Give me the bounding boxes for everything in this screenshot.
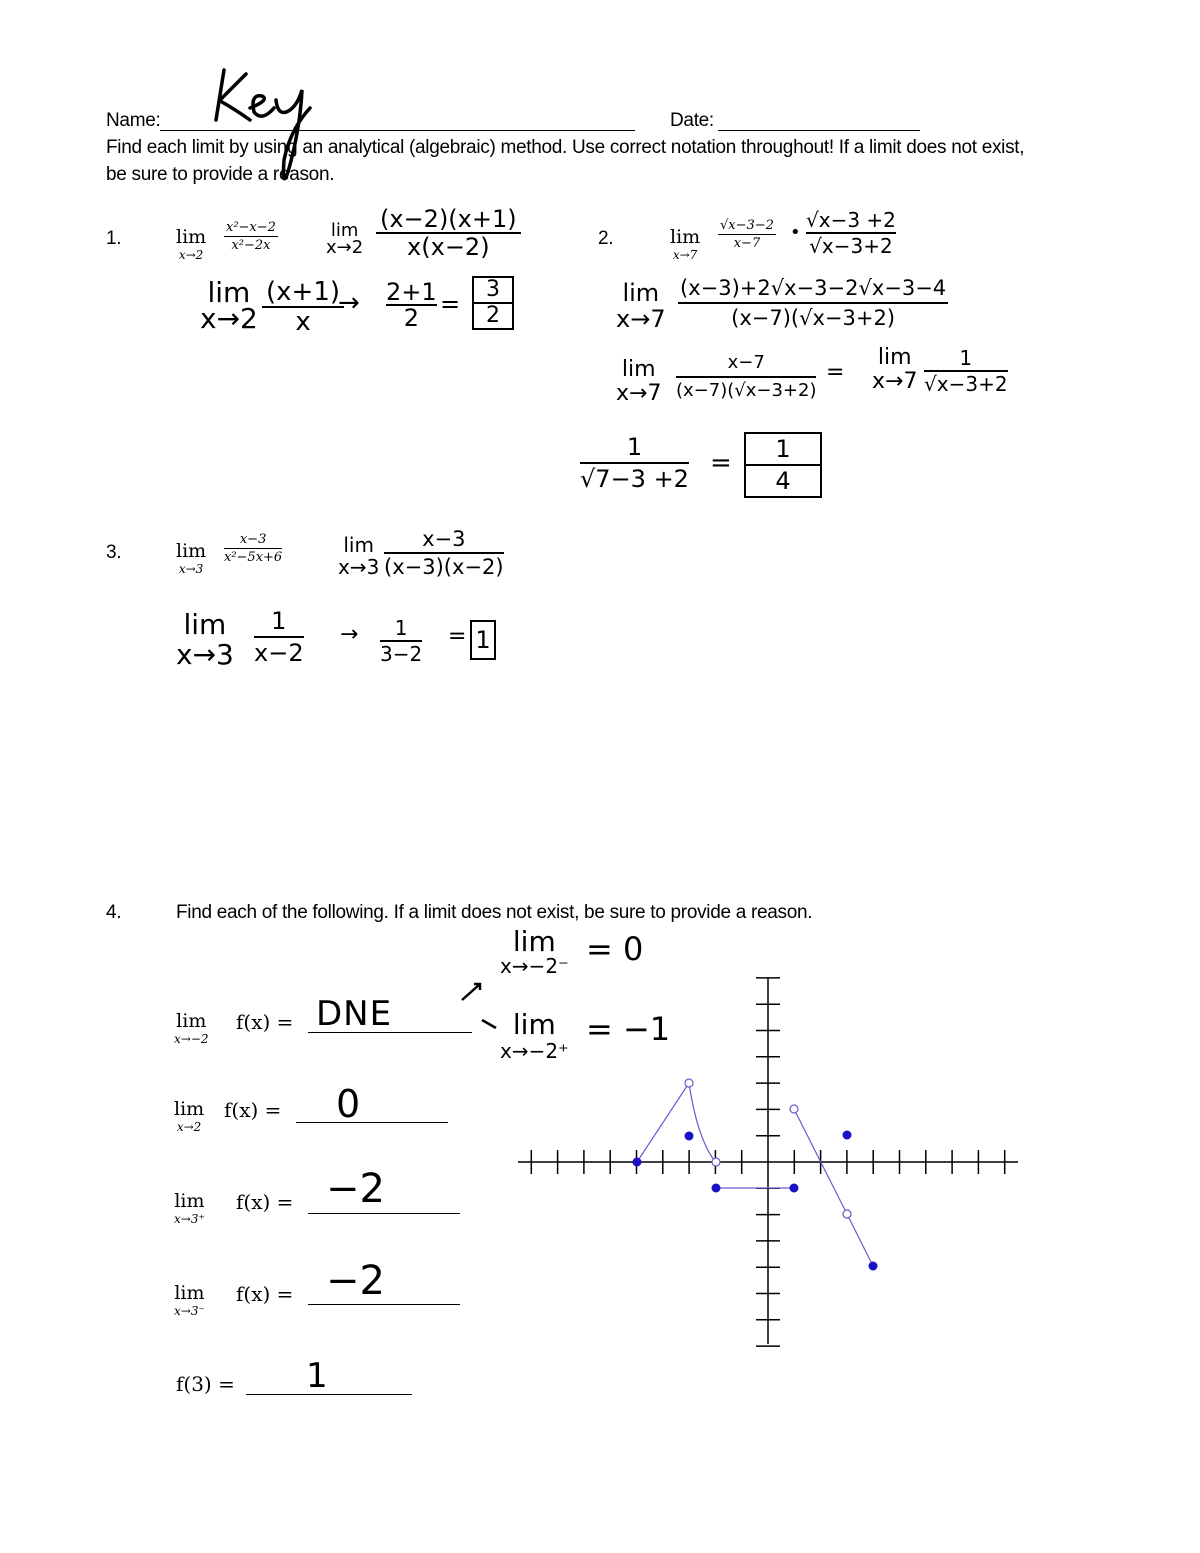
filled-point-c	[712, 1184, 721, 1193]
date-field[interactable]	[718, 130, 920, 131]
item-5-expr: f(3) =	[176, 1372, 235, 1396]
p1-answer-box: 3 2	[472, 276, 514, 330]
filled-point-f	[869, 1262, 878, 1271]
problem-1-number: 1.	[106, 228, 122, 249]
item-3-answer-line[interactable]	[308, 1213, 460, 1214]
p2-multiplier: √x−3 +2 √x−3+2	[806, 208, 896, 258]
p1-eval: 2+1 2	[386, 278, 437, 332]
problem-3-number: 3.	[106, 542, 122, 563]
p2-equals-2: =	[710, 448, 732, 478]
filled-point-a	[633, 1158, 642, 1167]
p1-work-fraction-1: (x−2)(x+1) x(x−2)	[376, 206, 521, 260]
open-point-d	[843, 1210, 851, 1218]
right-limit-value: = −1	[586, 1010, 671, 1048]
problem-4-number: 4.	[106, 902, 122, 923]
problem-1-fraction: $\frac{\text{x²−x−2}}{\text{x²−2x}}$	[226, 220, 276, 253]
item-4-answer-line[interactable]	[308, 1304, 460, 1305]
p3-work-lim-2: lim x→3	[176, 608, 234, 671]
left-limit-note: lim x→−2⁻	[500, 925, 569, 978]
p3-work-fraction-1: x−3 (x−3)(x−2)	[384, 527, 504, 579]
left-limit-value: = 0	[586, 930, 644, 968]
p2-work-fraction-3: 1 √x−3+2	[924, 346, 1008, 396]
item-2-answer: 0	[336, 1082, 361, 1126]
note-arrows	[456, 978, 496, 1038]
instructions-line-2: be sure to provide a reason.	[106, 164, 335, 185]
p2-work-lim-1: lim x→7	[616, 279, 666, 333]
item-2-answer-line[interactable]	[296, 1122, 448, 1123]
item-3-lim: lim x→3⁺	[174, 1190, 205, 1226]
problem-4-instructions: Find each of the following. If a limit does not exist, be sure to provide a reason.	[176, 902, 813, 923]
p2-equals: =	[826, 360, 845, 385]
p1-work-lim-1: lim x→2	[326, 220, 364, 258]
filled-point-b	[685, 1132, 694, 1141]
p2-dot: •	[790, 222, 801, 243]
p1-arrow: →	[338, 288, 360, 318]
filled-point-e	[843, 1131, 852, 1140]
p3-work-lim-1: lim x→3	[338, 533, 380, 579]
p1-work-fraction-2: (x+1) x	[262, 278, 344, 336]
segment-decline-end	[847, 1214, 873, 1266]
problem-2-lim: lim x→7	[670, 226, 701, 262]
item-5-answer: 1	[306, 1356, 328, 1396]
p2-work-fraction-2: x−7 (x−7)(√x−3+2)	[676, 352, 817, 401]
p3-arrow: →	[340, 622, 359, 647]
p2-work-fraction-1: (x−3)+2√x−3−2√x−3−4 (x−7)(√x−3+2)	[680, 276, 947, 330]
item-1-expr: f(x) =	[236, 1010, 294, 1034]
instructions-line-1: Find each limit by using an analytical (algebraic) method. Use correct notation throughout! If a limit does not exist,	[106, 137, 1025, 158]
problem-2-number: 2.	[598, 228, 614, 249]
problem-2-fraction: $\frac{√x-3-2}{x-7}$	[720, 218, 774, 251]
date-label: Date:	[670, 110, 714, 131]
item-2-lim: lim x→2	[174, 1098, 205, 1134]
open-point-a	[685, 1079, 693, 1087]
p2-eval: 1 √7−3 +2	[580, 433, 689, 493]
problem-1-lim: lim x→2	[176, 226, 207, 262]
item-5-answer-line[interactable]	[246, 1394, 412, 1395]
item-3-expr: f(x) =	[236, 1190, 294, 1214]
name-label: Name:	[106, 110, 161, 131]
item-4-answer: −2	[326, 1258, 385, 1304]
item-1-answer: DNE	[316, 994, 393, 1034]
segment-curve-to-hole	[689, 1083, 716, 1162]
problem-3-lim: lim x→3	[176, 540, 207, 576]
p3-work-fraction-2: 1 x−2	[254, 607, 304, 667]
item-2-expr: f(x) =	[224, 1098, 282, 1122]
p3-answer-box: 1	[470, 620, 496, 660]
open-point-c	[790, 1105, 798, 1113]
item-4-expr: f(x) =	[236, 1282, 294, 1306]
p2-answer-box: 1 4	[744, 432, 822, 498]
p2-work-lim-2: lim x→7	[616, 357, 662, 406]
filled-point-d	[790, 1184, 799, 1193]
p3-eval: 1 3−2	[380, 616, 423, 666]
p2-work-lim-3: lim x→7	[872, 345, 918, 394]
item-4-lim: lim x→3⁻	[174, 1282, 205, 1318]
open-point-b	[712, 1158, 720, 1166]
p1-work-lim-2: lim x→2	[200, 276, 258, 335]
item-1-lim: lim x→−2	[174, 1010, 209, 1046]
problem-3-fraction: $\frac{x-3}{\text{x²−5x+6}}$	[224, 532, 283, 565]
right-limit-note: lim x→−2⁺	[500, 1008, 569, 1063]
p3-equals: =	[448, 624, 467, 649]
item-3-answer: −2	[326, 1166, 385, 1212]
p1-equals: =	[440, 290, 461, 318]
function-graph	[510, 970, 1030, 1350]
